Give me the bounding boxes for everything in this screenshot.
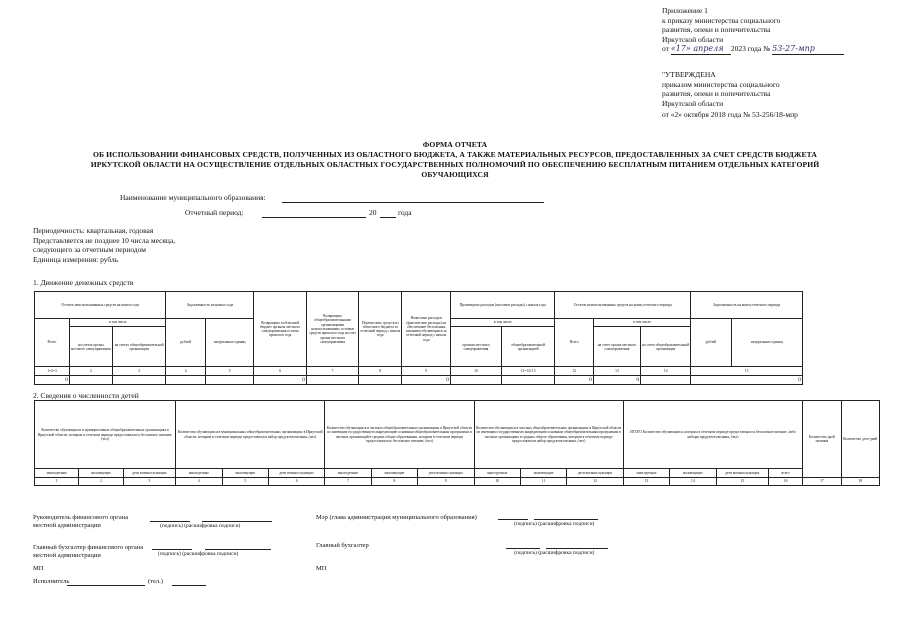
th-mid: в том числе (69, 318, 166, 327)
approval-block-1 (662, 6, 844, 55)
th-municipal-free-meals: Количество обучающихся в муниципальных общеобразовательных организациях в Иркутской области, которым в отчетном периоде предоставлялось бесплатное питание, (чел) (35, 401, 176, 469)
col-number: 12 (555, 367, 593, 376)
signature-chief-accountant: Главный бухгалтер (316, 542, 369, 549)
signature-caption: (подпись) (расшифровка подписи) (514, 521, 595, 527)
th-sub: малоимущие (222, 469, 268, 477)
col-number: 10 (474, 477, 520, 485)
approval-line: к приказу министерства социального (662, 15, 781, 25)
value-cell[interactable] (306, 376, 358, 385)
value-cell[interactable] (166, 376, 205, 385)
approval-line: "УТВЕРЖДЕНА (662, 70, 716, 79)
col-number: 7 (325, 477, 371, 485)
col-number: 8 (359, 367, 402, 376)
th-mid: в том числе (593, 318, 690, 327)
col-number: 10 (451, 367, 502, 376)
th-sub: дети военнослужащих (268, 469, 324, 477)
approval-line: Иркутской области (662, 34, 724, 44)
col-number: 6 (268, 477, 324, 485)
value-cell[interactable]: 0 (254, 376, 307, 385)
th-spent: Произведено расходов (кассовые расходы) с начала года (451, 292, 555, 319)
signature-finance-head: Руководитель финансового органа местной администрации (33, 514, 129, 529)
value-cell[interactable] (359, 376, 402, 385)
value-cell[interactable]: 0 (593, 376, 640, 385)
approval-block-2 (662, 70, 798, 120)
th-sub: малоимущие (79, 469, 123, 477)
th-sub: многодетные (474, 469, 520, 477)
municipality-line[interactable] (282, 202, 544, 203)
period-field: Отчетный период: (185, 208, 244, 217)
cash-flow-table (34, 291, 803, 385)
th-balance-end: Остаток неиспользованных средств на конец отчетного периода (555, 292, 691, 319)
executor-label: Исполнитель (33, 578, 70, 585)
th-sub: дети военнослужащих (567, 469, 623, 477)
th-sub: многодетные (325, 469, 371, 477)
period-year-line[interactable] (380, 217, 396, 218)
col-number: 5 (205, 367, 253, 376)
col-number: 3 (123, 477, 175, 485)
th-child-days: Количество дето-дней (841, 401, 879, 478)
approval-line: развития, опеки и попечительства (662, 89, 771, 98)
period-year: 20 (369, 208, 377, 217)
value-cell[interactable] (69, 376, 112, 385)
period-suffix: года (398, 208, 412, 217)
col-number: 13 (623, 477, 669, 485)
approval-line: Иркутской области (662, 98, 724, 108)
col-number: 14 (670, 477, 716, 485)
signature-finance-accountant: Главный бухгалтер финансового органа местной администрации (33, 544, 144, 559)
th-sub: на счете органа местного самоуправления (593, 327, 640, 367)
th-sub: малоимущие (371, 469, 417, 477)
th-meal-days: Количество дней питания (803, 401, 841, 478)
approval-line: развития, опеки и попечительства (662, 25, 771, 34)
executor-line[interactable] (67, 585, 145, 586)
col-number: 18 (841, 477, 879, 485)
th-mid: в том числе (451, 318, 555, 327)
th-sub: Всего (555, 318, 593, 367)
col-number: 2 (69, 367, 112, 376)
handwritten-date: «17» апреля (671, 44, 731, 55)
signature-line[interactable] (498, 519, 528, 520)
th-transferred: Перечислено средств из областного бюджета за отчетный период с начала года (359, 292, 402, 367)
value-cell[interactable]: 0 (402, 376, 451, 385)
col-number: 5 (222, 477, 268, 485)
th-sub: натуральных единиц (731, 318, 802, 367)
col-number: 4 (166, 367, 205, 376)
col-number: 13 (593, 367, 640, 376)
info-block: Периодичность: квартальная, годовая Представляется не позднее 10 числа месяца, следующего за отчетным периодом Единица измерения: рубль (33, 226, 176, 264)
signature-caption: (подпись) (расшифровка подписи) (158, 551, 239, 557)
th-municipal-food-sets: Количество обучающихся в муниципальных общеобразовательных организациях в Иркутской области, которым в отчетном периоде предоставлялся набор продуктов питания, (чел) (176, 401, 325, 469)
col-number: 6 (254, 367, 307, 376)
col-number: 9 (402, 367, 451, 376)
th-returned-oblast: Возвращено в областной бюджет органом местного самоуправления остатка прошлого года (254, 292, 307, 367)
col-number: 11 (520, 477, 566, 485)
children-count-table (34, 400, 880, 486)
th-sub: многодетные (623, 469, 669, 477)
handwritten-number: 53-27-мпр (772, 44, 844, 55)
executor-tel: (тел.) (148, 578, 163, 585)
signature-line[interactable] (150, 521, 190, 522)
th-sub: дети военнослужащих (418, 469, 474, 477)
col-number: 4 (176, 477, 222, 485)
th-sub: рублей (691, 318, 731, 367)
th-sub: рублей (166, 318, 205, 367)
th-sub: натуральных единиц (205, 318, 253, 367)
stamp-place-right: МП (316, 565, 327, 572)
signature-line[interactable] (546, 548, 608, 549)
col-number: 16 (768, 477, 802, 485)
th-debt-end: Задолженность на конец отчетного периода (691, 292, 803, 319)
th-private-food-sets: Количество обучающихся в частных общеобразовательных организациях в Иркутской области по имеющим государственную аккредитацию основным общеобразовательным программам в частных организациях в средних общего образования, которым в отчетном периоде предоставлялся набор продуктов питания, (чел) (474, 401, 623, 469)
th-accrued: Начислено расходов (фактические расходы) на обеспечение бесплатным питанием обучающихся за отчетный период с начала года (402, 292, 451, 367)
approval-line: от «2» октября 2018 года № 53-256/18-мпр (662, 110, 798, 119)
th-debt-start: Задолженность на начало года (166, 292, 254, 319)
col-number: 3 (112, 367, 166, 376)
value-cell[interactable] (501, 376, 555, 385)
th-sub: дети военнослужащих (716, 469, 768, 477)
signature-line[interactable] (205, 549, 271, 550)
col-number: 11=12+13 (501, 367, 555, 376)
col-number: 15 (716, 477, 768, 485)
th-sub: всего (768, 469, 802, 477)
period-line[interactable] (262, 217, 366, 218)
form-title: ФОРМА ОТЧЕТА ОБ ИСПОЛЬЗОВАНИИ ФИНАНСОВЫХ СРЕДСТВ, ПОЛУЧЕННЫХ ИЗ ОБЛАСТНОГО БЮДЖЕТА, А ТАКЖЕ МАТЕРИАЛЬНЫХ РЕСУРСОВ, ПРЕДОСТАВЛЕННЫХ ЗА СЧЕТ СРЕДСТВ БЮДЖЕТА ИРКУТСКОЙ ОБЛАСТИ НА ОСУЩЕСТВЛЕНИЕ ОТДЕЛЬНЫХ ОБЛАСТНЫХ ГОСУДАРСТВЕННЫХ ПОЛНОМОЧИЙ ПО ОБЕСПЕЧЕНИЮ БЕСПЛАТНЫМ ПИТАНИЕМ ОТДЕЛЬНЫХ КАТЕГОРИЙ ОБУЧАЮЩИХСЯ (90, 140, 820, 179)
signature-caption: (подпись) (расшифровка подписи) (160, 523, 241, 529)
municipality-field: Наименование муниципального образования: (120, 193, 266, 202)
approval-date-line: от «17» апреля 2023 года № 53-27-мпр (662, 44, 844, 55)
value-cell[interactable] (451, 376, 502, 385)
value-cell[interactable] (112, 376, 166, 385)
th-returned-orgs: Возвращено общеобразовательными организациями неиспользованных остатков средств прошлого года на счет органа местного самоуправления (306, 292, 358, 367)
th-sub: дети военнослужащих (123, 469, 175, 477)
th-sub: многодетные (176, 469, 222, 477)
th-sub: на счетах органа местного самоуправления (69, 327, 112, 367)
th-sub: многодетные (35, 469, 79, 477)
value-cell[interactable]: 0 (691, 376, 803, 385)
col-number: 17 (803, 477, 841, 485)
value-cell[interactable]: 0 (555, 376, 593, 385)
section2-heading: 2. Сведения о численности детей (33, 391, 139, 400)
signature-line[interactable] (152, 549, 192, 550)
section1-heading: 1. Движение денежных средств (33, 278, 134, 287)
th-private-free-meals: Количество обучающихся в частных общеобразовательных организациях в Иркутской области по имеющим государственную аккредитацию основным общеобразовательным программам и частных организаций в средних общих образованиях, которым в отчетном периоде предоставлялось бесплатное питание, (чел) (325, 401, 474, 469)
approval-line: Приложение 1 (662, 6, 708, 15)
signature-line[interactable] (534, 519, 598, 520)
col-number: 15 (691, 367, 803, 376)
signature-mayor: Мэр (глава администрации муниципального образования) (316, 514, 477, 521)
th-sub: на счетах общеобразовательной организации (112, 327, 166, 367)
signature-line[interactable] (506, 548, 540, 549)
value-cell[interactable] (641, 376, 691, 385)
stamp-place-left: МП (33, 565, 44, 572)
col-number: 8 (371, 477, 417, 485)
th-sub: малоимущие (520, 469, 566, 477)
value-cell[interactable] (205, 376, 253, 385)
col-number: 9 (418, 477, 474, 485)
th-sub: на счете общеобразовательной организации (641, 327, 691, 367)
col-number: 1=2+3 (35, 367, 70, 376)
col-number: 2 (79, 477, 123, 485)
col-number: 7 (306, 367, 358, 376)
signature-caption: (подпись) (расшифровка подписи) (514, 550, 595, 556)
executor-tel-line[interactable] (172, 585, 206, 586)
col-number: 14 (641, 367, 691, 376)
approval-line: приказом министерства социального (662, 79, 780, 89)
th-sub: органом местного самоуправления (451, 327, 502, 367)
signature-line[interactable] (202, 521, 272, 522)
col-number: 1 (35, 477, 79, 485)
th-balance-start: Остаток неиспользованных средств на начало года (35, 292, 166, 319)
col-number: 12 (567, 477, 623, 485)
th-sub: малоимущие (670, 469, 716, 477)
th-total: ИТОГО Количество обучающихся, которым в отчетном периоде предоставлялось бесплатное питание, либо наборы продуктов питания, (чел) (623, 401, 802, 469)
th-sub: Всего (35, 318, 70, 367)
th-sub: общеобразовательной организацией (501, 327, 555, 367)
value-cell[interactable]: 0 (35, 376, 70, 385)
